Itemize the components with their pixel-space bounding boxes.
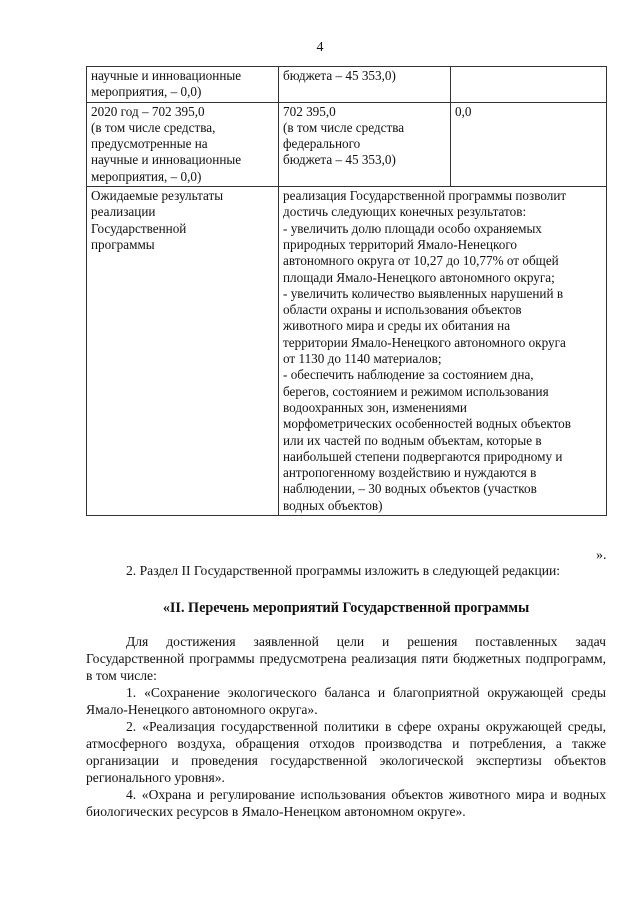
- table-cell: [451, 67, 607, 103]
- results-text-cell: реализация Государственной программы позволит достичь следующих конечных результатов: - увеличить долю площади особо охраняемых природных территорий Ямало-Ненецкого автономного округа от 10,27 до 10,77% от общей площади Ямало-Ненецкого автономного округа; - увеличить количество выявленных нарушений в области охраны и использования объектов животного мира и среды их обитания на территории Ямало-Ненецкого автономного округа от 1130 до 1140 материалов; - обеспечить наблюдение за состоянием дна, берегов, состоянием и режимом использования водоохранных зон, изменениями морфометрических особенностей водных объектов или их частей по водным объектам, которые в наибольшей степени подвергаются природному и антропогенному воздействию и нуждаются в наблюдении, – 30 водных объектов (участков водных объектов): [279, 187, 607, 516]
- paragraph: 4. «Охрана и регулирование использования объектов животного мира и водных биологических ресурсов в Ямало-Ненецком автономном округе».: [86, 787, 606, 819]
- section-heading: «II. Перечень мероприятий Государственной программы: [162, 600, 530, 616]
- table-cell: научные и инновационные мероприятия, – 0,0): [87, 67, 279, 103]
- table-row: [87, 187, 607, 516]
- paragraph: 1. «Сохранение экологического баланса и благоприятной окружающей среды Ямало-Ненецкого автономного округа».: [86, 685, 606, 717]
- closing-quote: ».: [596, 548, 607, 563]
- amendment-text: 2. Раздел II Государственной программы изложить в следующей редакции:: [126, 563, 561, 578]
- page-number: 4: [316, 40, 324, 55]
- table-row: [87, 67, 607, 103]
- table-cell: 0,0: [451, 102, 607, 186]
- results-label-cell: Ожидаемые результаты реализации Государственной программы: [87, 187, 279, 516]
- passport-table: [86, 66, 607, 516]
- paragraph: Для достижения заявленной цели и решения поставленных задач Государственной программы предусмотрена реализация пяти бюджетных подпрограмм, в том числе:: [86, 634, 606, 683]
- amendment-item: [86, 562, 606, 579]
- table-cell: 2020 год – 702 395,0 (в том числе средства, предусмотренные на научные и инновационные мероприятия, – 0,0): [87, 102, 279, 186]
- paragraph: 2. «Реализация государственной политики в сфере охраны окружающей среды, атмосферного воздуха, обращения отходов производства и потребления, а также организации и проведения государственной экологической экспертизы объектов регионального уровня».: [86, 719, 606, 785]
- table-cell: 702 395,0 (в том числе средства федерального бюджета – 45 353,0): [279, 102, 451, 186]
- table-cell: бюджета – 45 353,0): [279, 67, 451, 103]
- section-body: [86, 633, 606, 820]
- table-row: [87, 102, 607, 186]
